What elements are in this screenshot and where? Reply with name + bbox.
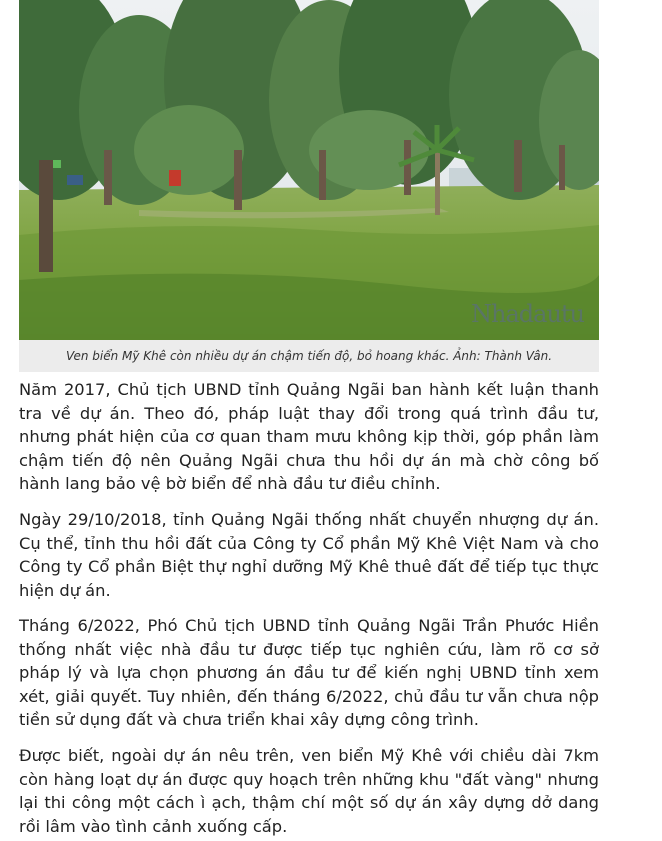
article-paragraph: Ngày 29/10/2018, tỉnh Quảng Ngãi thống nhất chuyển nhượng dự án. Cụ thể, tỉnh thu hồi đất của Công ty Cổ phần Mỹ Khê Việt Nam và cho Công ty Cổ phần Biệt thự nghỉ dưỡng Mỹ Khê thuê đất để tiếp tục thực hiện dự án. — [19, 510, 599, 600]
article-paragraph: Tháng 6/2022, Phó Chủ tịch UBND tỉnh Quảng Ngãi Trần Phước Hiền thống nhất việc nhà đầu tư được tiếp tục nghiên cứu, làm rõ cơ sở pháp lý và lựa chọn phương án đầu tư để kiến nghị UBND tỉnh xem xét, giải quyết. Tuy nhiên, đến tháng 6/2022, chủ đầu tư vẫn chưa nộp tiền sử dụng đất và chưa triển khai xây dựng công trình. — [19, 616, 599, 730]
photo-caption: Ven biển Mỹ Khê còn nhiều dự án chậm tiến độ, bỏ hoang khác. Ảnh: Thành Vân. — [19, 340, 599, 372]
article-photo — [19, 0, 599, 340]
article-paragraph: Năm 2017, Chủ tịch UBND tỉnh Quảng Ngãi ban hành kết luận thanh tra về dự án. Theo đó, pháp luật thay đổi trong quá trình đầu tư, nhưng phát hiện của cơ quan tham mưu không kịp thời, góp phần làm chậm tiến độ nên Quảng Ngãi chưa thu hồi dự án mà chờ công bố hành lang bảo vệ bờ biển để nhà đầu tư điều chỉnh. — [19, 380, 599, 494]
photo-watermark: Nhadautu — [471, 300, 584, 328]
article-paragraph: Được biết, ngoài dự án nêu trên, ven biển Mỹ Khê với chiều dài 7km còn hàng loạt dự án được quy hoạch trên những khu "đất vàng" nhưng lại thi công một cách ì ạch, thậm chí một số dự án xây dựng dở dang rồi lâm vào tình cảnh xuống cấp. — [19, 746, 599, 836]
photo-scene — [19, 0, 599, 340]
